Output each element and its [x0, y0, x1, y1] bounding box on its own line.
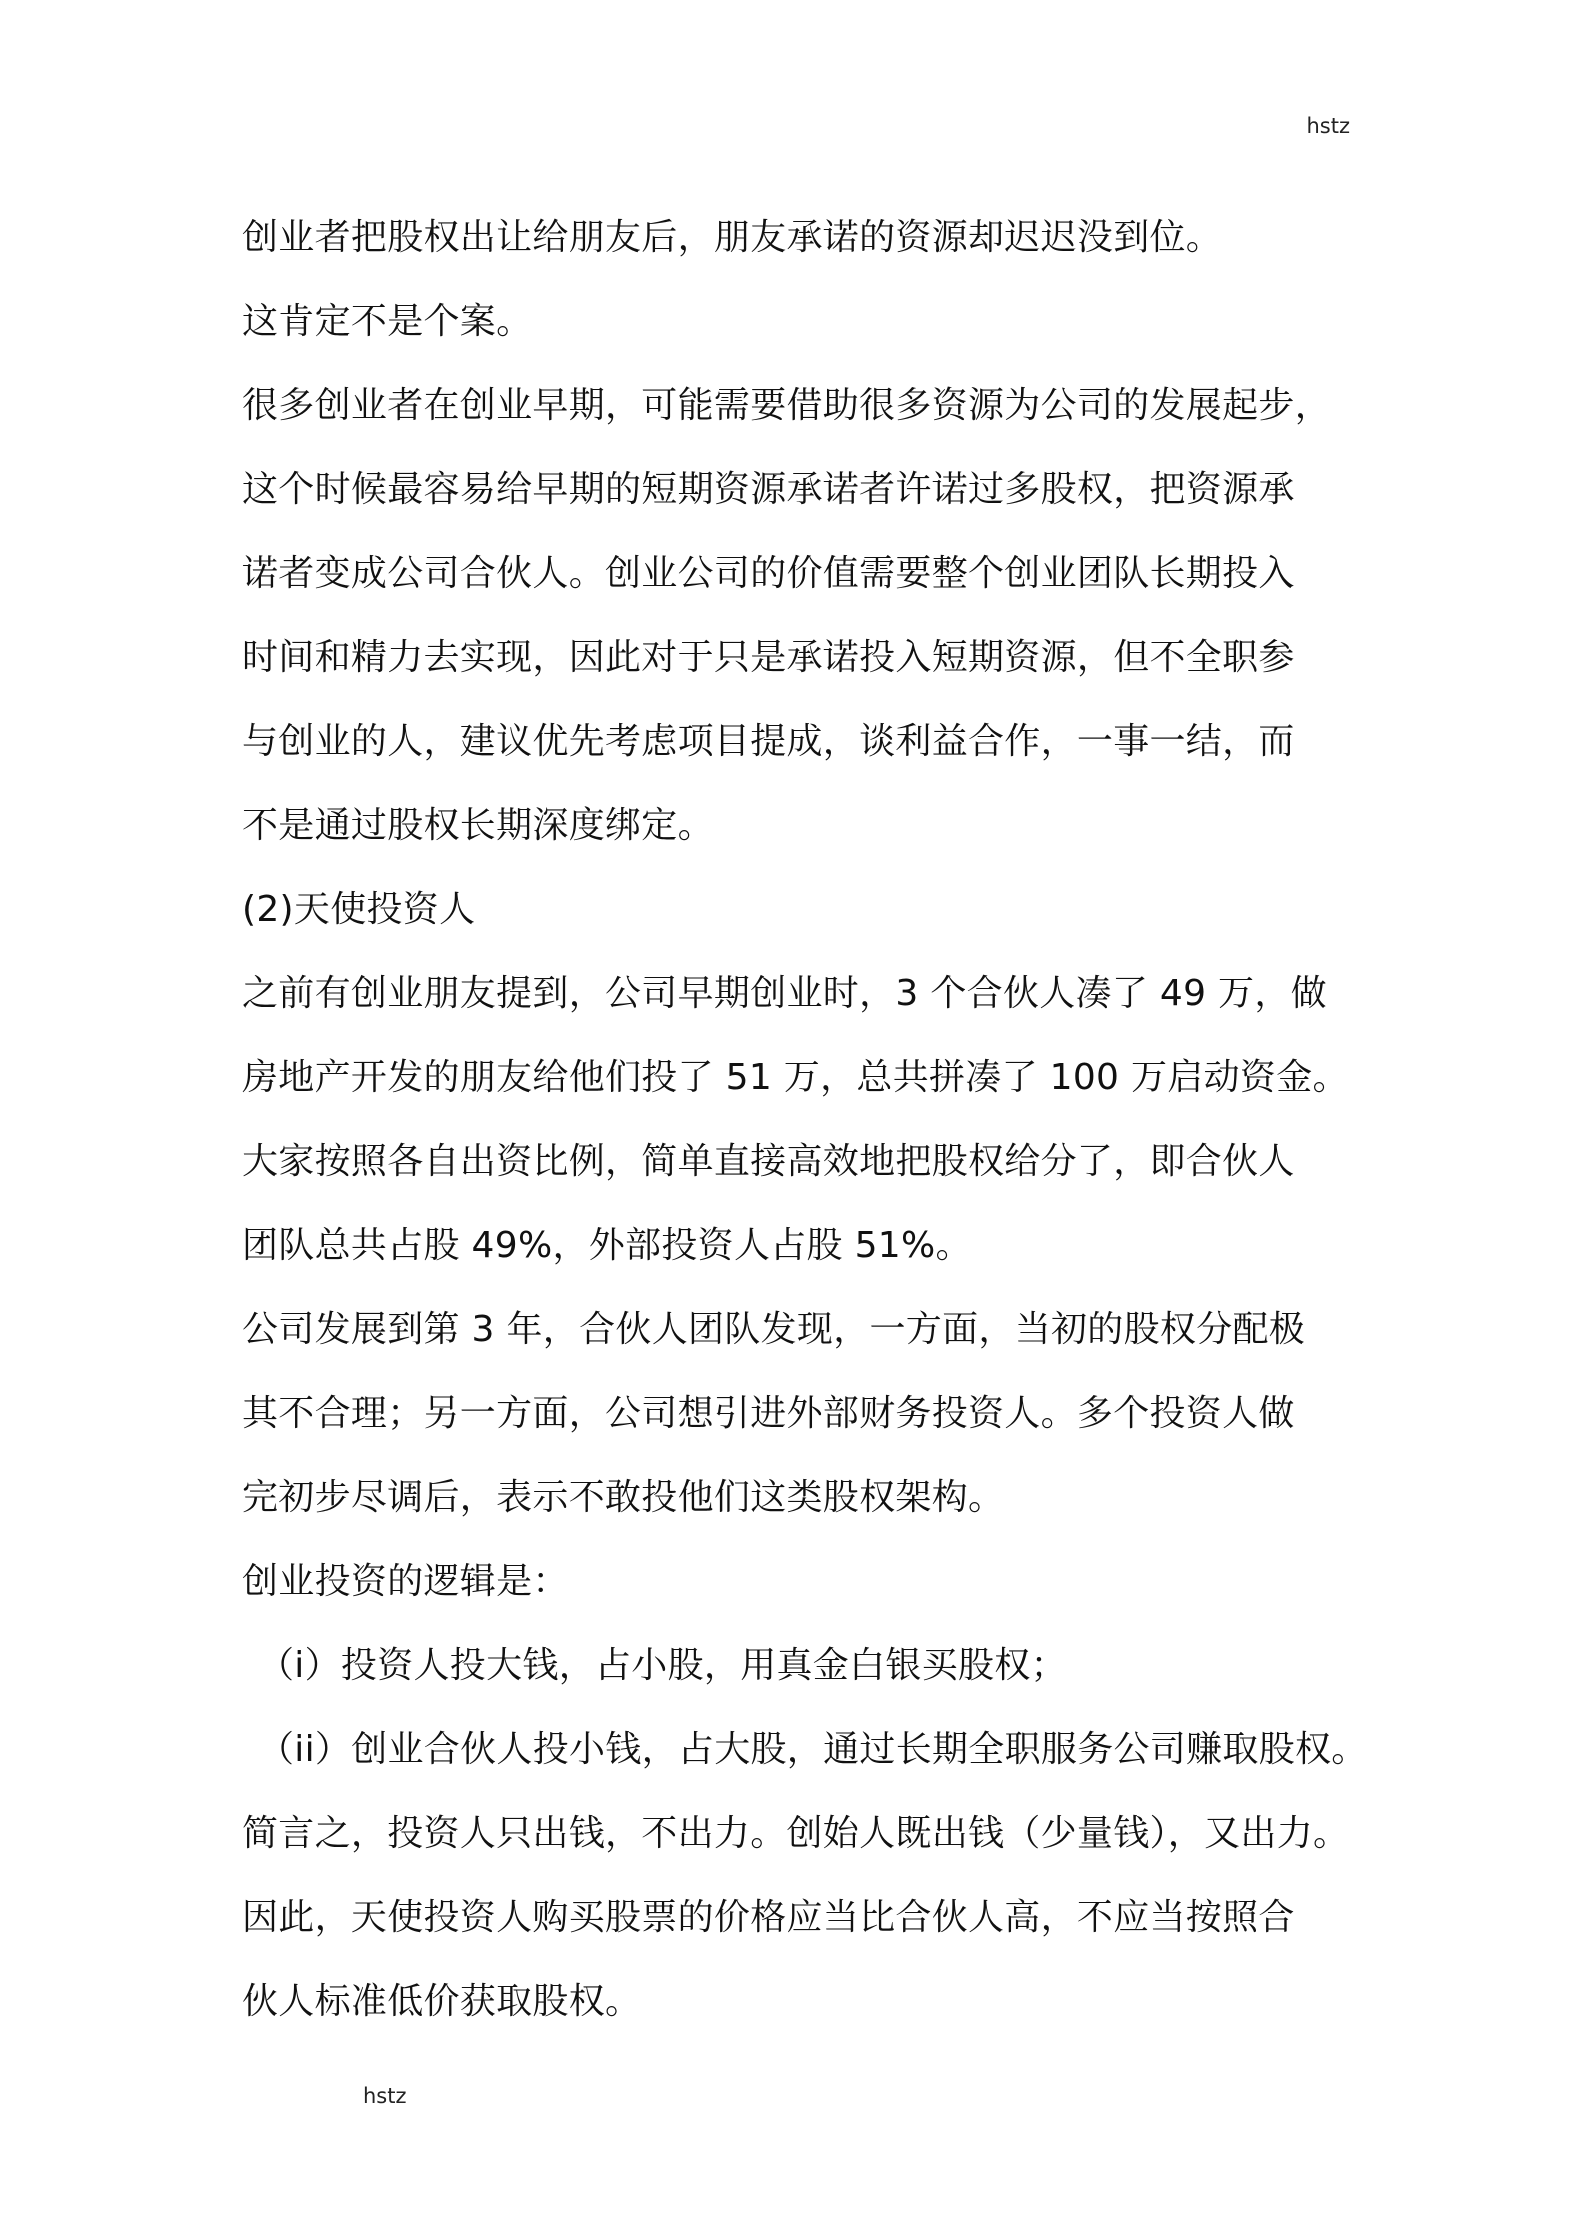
body-line: 创业者把股权出让给朋友后，朋友承诺的资源却迟迟没到位。 — [242, 217, 1223, 258]
body-line: 创业投资的逻辑是： — [242, 1561, 569, 1602]
body-line: 时间和精力去实现，因此对于只是承诺投入短期资源，但不全职参 — [242, 637, 1295, 678]
body-line: 完初步尽调后，表示不敢投他们这类股权架构。 — [242, 1477, 1005, 1518]
document-body — [242, 196, 1368, 2044]
body-line: 公司发展到第 3 年，合伙人团队发现，一方面，当初的股权分配极 — [242, 1309, 1306, 1350]
page-footer-mark: hstz — [363, 2084, 407, 2108]
list-item: （ii）创业合伙人投小钱，占大股，通过长期全职服务公司赚取股权。 — [258, 1729, 1368, 1770]
page-header-mark: hstz — [1306, 114, 1350, 138]
body-line: 房地产开发的朋友给他们投了 51 万，总共拼凑了 100 万启动资金。 — [242, 1057, 1349, 1098]
body-line: 团队总共占股 49%，外部投资人占股 51%。 — [242, 1225, 972, 1266]
list-item: （i）投资人投大钱，占小股，用真金白银买股权； — [258, 1645, 1067, 1686]
body-line: 伙人标准低价获取股权。 — [242, 1981, 642, 2022]
body-line: 简言之，投资人只出钱，不出力。创始人既出钱（少量钱），又出力。 — [242, 1813, 1350, 1854]
body-line: 这个时候最容易给早期的短期资源承诺者许诺过多股权，把资源承 — [242, 469, 1295, 510]
body-line: 这肯定不是个案。 — [242, 301, 533, 342]
body-line: 不是通过股权长期深度绑定。 — [242, 805, 714, 846]
body-line: 其不合理；另一方面，公司想引进外部财务投资人。多个投资人做 — [242, 1393, 1295, 1434]
body-line: 因此，天使投资人购买股票的价格应当比合伙人高，不应当按照合 — [242, 1897, 1295, 1938]
body-line: 诺者变成公司合伙人。创业公司的价值需要整个创业团队长期投入 — [242, 553, 1295, 594]
body-line: 很多创业者在创业早期，可能需要借助很多资源为公司的发展起步， — [242, 385, 1332, 426]
body-line: 大家按照各自出资比例，简单直接高效地把股权给分了，即合伙人 — [242, 1141, 1295, 1182]
body-line: 与创业的人，建议优先考虑项目提成，谈利益合作，一事一结，而 — [242, 721, 1295, 762]
section-heading: (2)天使投资人 — [242, 889, 476, 930]
body-line: 之前有创业朋友提到，公司早期创业时，3 个合伙人凑了 49 万，做 — [242, 973, 1327, 1014]
